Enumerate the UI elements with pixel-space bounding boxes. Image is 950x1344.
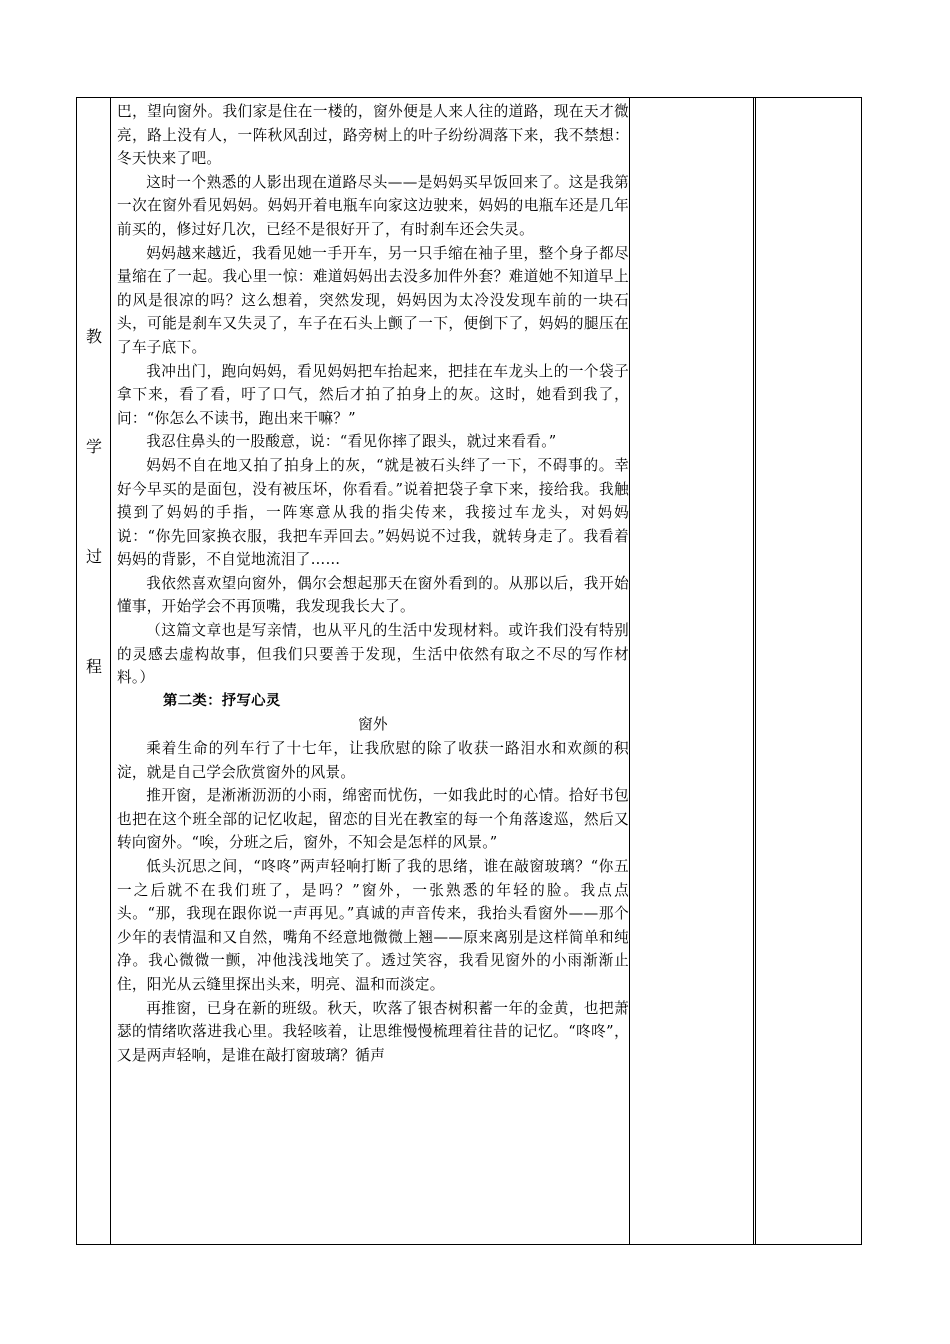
side-label-char-2: 学 [85,437,102,456]
paragraph: 妈妈不自在地又拍了拍身上的灰，“就是被石头绊了一下，不碍事的。幸好今早买的是面包，没有被压坏，你看看。”说着把袋子拿下来，接给我。我触摸到了妈妈的手指，一阵寒意从我的指尖传来，我接过车龙头，对妈妈说：“你先回家换衣服，我把车弄回去。”妈妈说不过我，就转身走了。我看着妈妈的背影，不自觉地流泪了…… [117,456,629,569]
lesson-text [117,100,629,1067]
side-label-char-1: 教 [85,327,102,346]
paragraph: 乘着生命的列车行了十七年，让我欣慰的除了收获一路泪水和欢颜的积淀，就是自己学会欣赏窗外的风景。 [117,740,629,781]
paragraph: （这篇文章也是写亲情，也从平凡的生活中发现材料。或许我们没有特别的灵感去虚构故事，但我们只要善于发现，生活中依然有取之不尽的写作材料。） [117,622,629,687]
essay-title: 窗外 [358,716,388,734]
section-heading: 第二类：抒写心灵 [163,692,281,709]
paragraph: 再推窗，已身在新的班级。秋天，吹落了银杏树积蓄一年的金黄，也把萧瑟的情绪吹落进我心里。我轻咳着，让思维慢慢梳理着往昔的记忆。“咚咚”，又是两声轻响，是谁在敲打窗玻璃？循声 [117,999,629,1064]
paragraph: 我忍住鼻头的一股酸意，说：“看见你摔了跟头，就过来看看。” [146,433,557,451]
paragraph: 巴，望向窗外。我们家是住在一楼的，窗外便是人来人往的道路，现在天才微亮，路上没有人，一阵秋风刮过，路旁树上的叶子纷纷凋落下来，我不禁想：冬天快来了吧。 [117,103,629,168]
paragraph: 我冲出门，跑向妈妈，看见妈妈把车抬起来，把挂在车龙头上的一个袋子拿下来，看了看，吁了口气，然后才拍了拍身上的灰。这时，她看到我了，问：“你怎么不读书，跑出来干嘛？” [117,362,629,427]
paragraph: 这时一个熟悉的人影出现在道路尽头——是妈妈买早饭回来了。这是我第一次在窗外看见妈妈。妈妈开着电瓶车向家这边驶来，妈妈的电瓶车还是几年前买的，修过好几次，已经不是很好开了，有时刹车还会失灵。 [117,173,629,238]
side-label-char-4: 程 [85,657,102,676]
side-label-char-3: 过 [85,547,102,566]
paragraph: 妈妈越来越近，我看见她一手开车，另一只手缩在袖子里，整个身子都尽量缩在了一起。我心里一惊：难道妈妈出去没多加件外套？难道她不知道早上的风是很凉的吗？这么想着，突然发现，妈妈因为太冷没发现车前的一块石头，可能是刹车又失灵了，车子在石头上颤了一下，便倒下了，妈妈的腿压在了车子底下。 [117,244,629,356]
paragraph: 我依然喜欢望向窗外，偶尔会想起那天在窗外看到的。从那以后，我开始懂事，开始学会不再顶嘴，我发现我长大了。 [117,574,629,616]
paragraph: 低头沉思之间，“咚咚”两声轻响打断了我的思绪，谁在敲窗玻璃？“你五一之后就不在我们班了，是吗？”窗外，一张熟悉的年轻的脸。我点点头。“那，我现在跟你说一声再见。”真诚的声音传来，我抬头看窗外——那个少年的表情温和又自然，嘴角不经意地微微上翘——原来离别是这样简单和纯净。我心微微一颤，冲他浅浅地笑了。透过笑容，我看见窗外的小雨渐渐止住，阳光从云缝里探出头来，明亮、温和而淡定。 [117,858,629,993]
paragraph: 推开窗，是淅淅沥沥的小雨，绵密而忧伤，一如我此时的心情。拾好书包也把在这个班全部的记忆收起，留恋的目光在教室的每一个角落逡巡，然后又转向窗外。“唉，分班之后，窗外，不知会是怎样的风景。” [117,787,629,852]
column-divider-3 [753,98,756,1244]
column-divider-2 [629,98,630,1244]
